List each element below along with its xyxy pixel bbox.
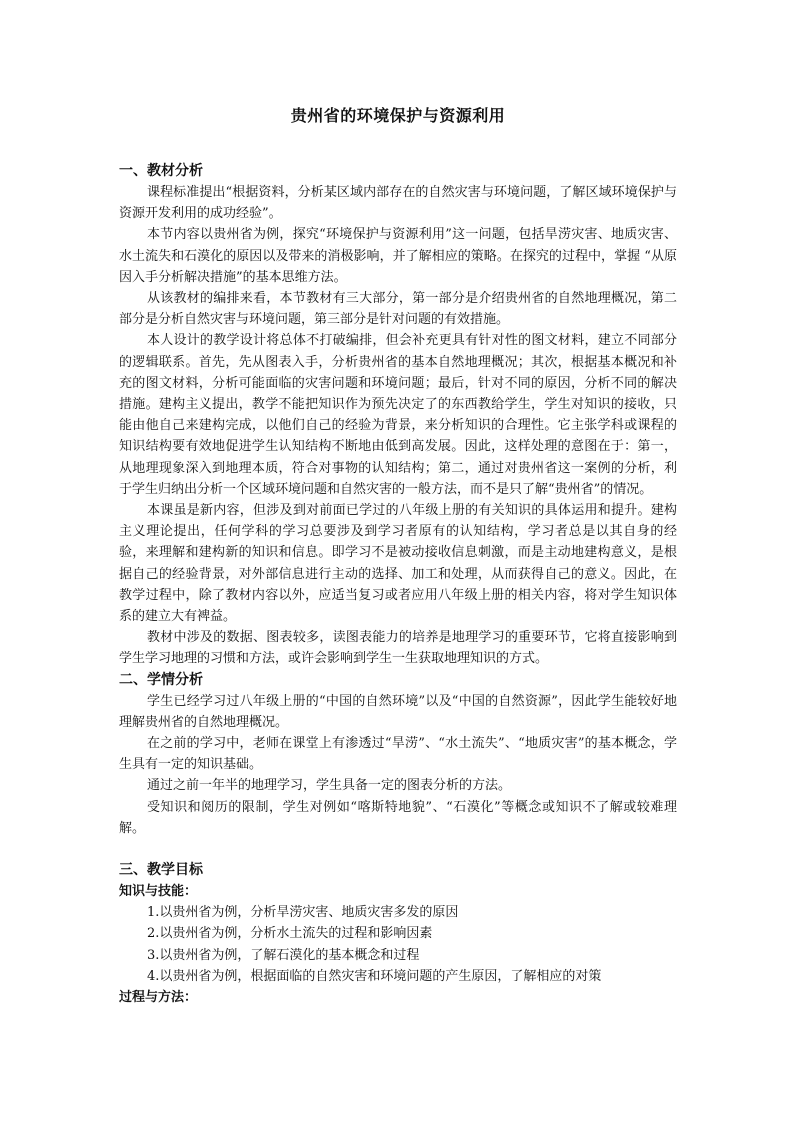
paragraph: 通过之前一年半的地理学习，学生具备一定的图表分析的方法。 xyxy=(147,778,512,794)
paragraph: 课程标准提出“根据资料，分析某区域内部存在的自然灾害与环境问题，了解区域环境保护与资源开发利用的成功经验”。 xyxy=(119,185,677,222)
paragraph: 教材中涉及的数据、图表较多，读图表能力的培养是地理学习的重要环节，它将直接影响到学生学习地理的习惯和方法，或许会影响到学生一生获取地理知识的方式。 xyxy=(119,630,677,667)
paragraph: 在之前的学习中，老师在课堂上有渗透过“旱涝”、“水土流失”、“地质灾害”的基本概念，学生具有一定的知识基础。 xyxy=(119,736,677,773)
blank-line xyxy=(119,839,677,860)
section-heading-teaching-objectives: 三、教学目标 xyxy=(119,862,203,879)
section-heading-student-analysis: 二、学情分析 xyxy=(119,671,203,688)
document-page xyxy=(119,104,677,1008)
paragraph: 本人设计的教学设计将总体不打破编排，但会补充更具有针对性的图文材料，建立不同部分的逻辑联系。首先，先从图表入手，分析贵州省的基本自然地理概况；其次，根据基本概况和补充的图文材料，分析可能面临的灾害问题和环境问题；最后，针对不同的原因，分析不同的解决措施。建构主义提出，教学不能把知识作为预先决定了的东西教给学生，学生对知识的接收，只能由他自己来建构完成，以他们自己的经验为背景，来分析知识的合理性。它主张学科或课程的知识结构要有效地促进学生认知结构不断地由低到高发展。因此，这样处理的意图在于：第一，从地理现象深入到地理本质，符合对事物的认知结构；第二，通过对贵州省这一案例的分析，利于学生归纳出分析一个区域环境问题和自然灾害的一般方法，而不是只了解“贵州省”的情况。 xyxy=(119,333,677,497)
objective-item: 3.以贵州省为例，了解石漠化的基本概念和过程 xyxy=(147,947,420,963)
objective-item: 2.以贵州省为例，分析水土流失的过程和影响因素 xyxy=(147,926,433,942)
section-heading-textbook-analysis: 一、教材分析 xyxy=(119,163,203,179)
paragraph: 本节内容以贵州省为例，探究“环境保护与资源利用”这一问题，包括旱涝灾害、地质灾害、水土流失和石漠化的原因以及带来的消极影响，并了解相应的策略。在探究的过程中，掌握 “从原因入手分析解决措施”的基本思维方法。 xyxy=(119,227,677,285)
subheading-process-methods: 过程与方法： xyxy=(119,989,198,1005)
paragraph: 受知识和阅历的限制，学生对例如“喀斯特地貌”、“石漠化”等概念或知识不了解或较难理解。 xyxy=(119,799,677,836)
paragraph: 学生已经学习过八年级上册的“中国的自然环境”以及“中国的自然资源”，因此学生能较好地理解贵州省的自然地理概况。 xyxy=(119,693,677,730)
objective-item: 4.以贵州省为例，根据面临的自然灾害和环境问题的产生原因，了解相应的对策 xyxy=(147,968,602,984)
paragraph: 本课虽是新内容，但涉及到对前面已学过的八年级上册的有关知识的具体运用和提升。建构主义理论提出，任何学科的学习总要涉及到学习者原有的认知结构，学习者总是以其自身的经验，来理解和建构新的知识和信息。即学习不是被动接收信息刺激，而是主动地建构意义，是根据自己的经验背景，对外部信息进行主动的选择、加工和处理，从而获得自己的意义。因此，在教学过程中，除了教材内容以外，应适当复习或者应用八年级上册的相关内容，将对学生知识体系的建立大有裨益。 xyxy=(119,503,677,625)
paragraph: 从该教材的编排来看，本节教材有三大部分，第一部分是介绍贵州省的自然地理概况，第二部分是分析自然灾害与环境问题，第三部分是针对问题的有效措施。 xyxy=(119,291,677,328)
document-title: 贵州省的环境保护与资源利用 xyxy=(290,106,506,125)
objective-item: 1.以贵州省为例，分析旱涝灾害、地质灾害多发的原因 xyxy=(147,905,459,921)
subheading-knowledge-skills: 知识与技能： xyxy=(119,884,198,900)
